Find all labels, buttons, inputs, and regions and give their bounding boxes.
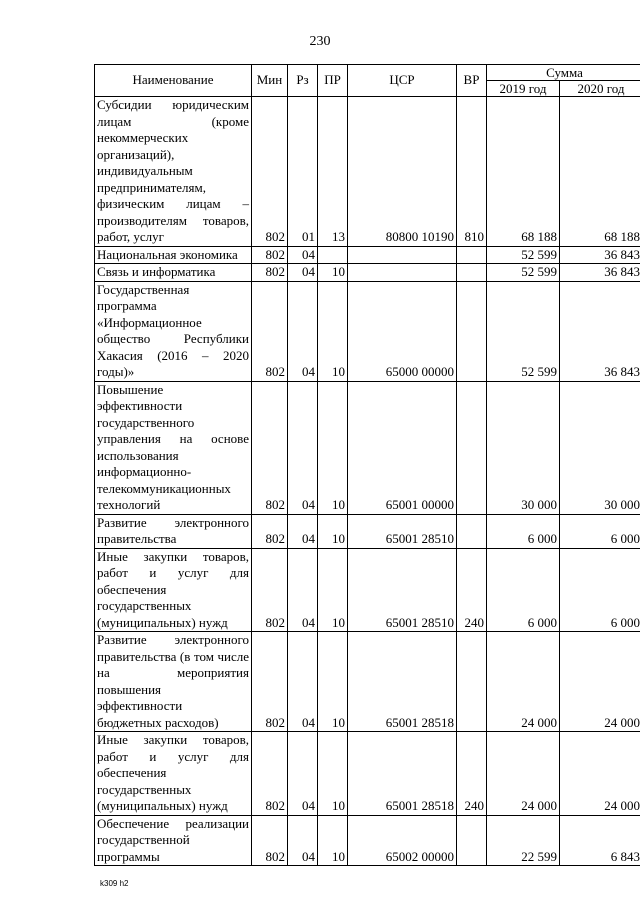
- cell-rz: 04: [288, 548, 318, 632]
- table-row: [95, 246, 640, 264]
- cell-sum-2020: 24 000: [560, 732, 640, 816]
- cell-name: Развитие электронного правительства: [95, 514, 252, 548]
- page-number: 230: [309, 34, 331, 49]
- cell-sum-2019: 6 000: [487, 548, 560, 632]
- header-summa: Сумма: [487, 65, 640, 81]
- cell-sum-2019: 52 599: [487, 264, 560, 282]
- cell-pr: [318, 246, 348, 264]
- table-row: [95, 548, 640, 632]
- cell-sum-2020: 6 843: [560, 815, 640, 866]
- cell-rz: 04: [288, 264, 318, 282]
- cell-min: 802: [252, 97, 288, 247]
- cell-sum-2020: 6 000: [560, 514, 640, 548]
- cell-pr: 10: [318, 632, 348, 732]
- table-row: [95, 381, 640, 514]
- cell-vr: [457, 514, 487, 548]
- cell-sum-2020: 6 000: [560, 548, 640, 632]
- cell-sum-2019: 68 188: [487, 97, 560, 247]
- cell-csr: 65001 28510: [348, 514, 457, 548]
- cell-csr: 65000 00000: [348, 281, 457, 381]
- cell-rz: 04: [288, 246, 318, 264]
- cell-rz: 04: [288, 632, 318, 732]
- cell-csr: 65001 00000: [348, 381, 457, 514]
- cell-csr: 65001 28518: [348, 632, 457, 732]
- table-row: [95, 264, 640, 282]
- table-row: [95, 97, 640, 247]
- cell-pr: 10: [318, 381, 348, 514]
- header-rz: Рз: [288, 65, 318, 97]
- cell-sum-2019: 52 599: [487, 246, 560, 264]
- cell-sum-2019: 30 000: [487, 381, 560, 514]
- cell-rz: 04: [288, 381, 318, 514]
- cell-pr: 10: [318, 281, 348, 381]
- cell-rz: 04: [288, 514, 318, 548]
- cell-sum-2020: 36 843: [560, 264, 640, 282]
- cell-min: 802: [252, 815, 288, 866]
- cell-name: Национальная экономика: [95, 246, 252, 264]
- header-year-2020: 2020 год: [560, 81, 640, 97]
- header-year-2019: 2019 год: [487, 81, 560, 97]
- table-row: [95, 732, 640, 816]
- cell-csr: 65001 28518: [348, 732, 457, 816]
- cell-name: Иные закупки товаров, работ и услуг для обеспечения государственных (муниципальных) нужд: [95, 548, 252, 632]
- table-row: [95, 815, 640, 866]
- cell-pr: 10: [318, 264, 348, 282]
- cell-vr: 810: [457, 97, 487, 247]
- cell-sum-2019: 52 599: [487, 281, 560, 381]
- table-row: [95, 281, 640, 381]
- cell-name: Повышение эффективности государственного управления на основе использования информационно-телекоммуникационных технологий: [95, 381, 252, 514]
- table-row: [95, 514, 640, 548]
- header-min: Мин: [252, 65, 288, 97]
- cell-min: 802: [252, 548, 288, 632]
- header-vr: ВР: [457, 65, 487, 97]
- cell-vr: [457, 264, 487, 282]
- cell-vr: [457, 632, 487, 732]
- cell-sum-2020: 24 000: [560, 632, 640, 732]
- header-pr: ПР: [318, 65, 348, 97]
- cell-pr: 13: [318, 97, 348, 247]
- cell-rz: 04: [288, 732, 318, 816]
- header-name: Наименование: [95, 65, 252, 97]
- footer-code: k309 h2: [100, 879, 129, 888]
- cell-sum-2019: 24 000: [487, 632, 560, 732]
- cell-csr: 65001 28510: [348, 548, 457, 632]
- cell-min: 802: [252, 514, 288, 548]
- cell-sum-2020: 36 843: [560, 281, 640, 381]
- cell-vr: 240: [457, 548, 487, 632]
- cell-sum-2020: 36 843: [560, 246, 640, 264]
- cell-min: 802: [252, 732, 288, 816]
- cell-rz: 01: [288, 97, 318, 247]
- cell-sum-2019: 24 000: [487, 732, 560, 816]
- cell-csr: [348, 264, 457, 282]
- cell-name: Обеспечение реализации государственной программы: [95, 815, 252, 866]
- cell-sum-2019: 22 599: [487, 815, 560, 866]
- cell-sum-2019: 6 000: [487, 514, 560, 548]
- budget-table: [94, 64, 640, 866]
- cell-min: 802: [252, 632, 288, 732]
- cell-pr: 10: [318, 548, 348, 632]
- cell-name: Субсидии юридическим лицам (кроме некоммерческих организаций), индивидуальным предпринимателям, физическим лицам – производителям товаров, работ, услуг: [95, 97, 252, 247]
- cell-vr: 240: [457, 732, 487, 816]
- cell-sum-2020: 68 188: [560, 97, 640, 247]
- cell-min: 802: [252, 281, 288, 381]
- cell-name: Государственная программа «Информационное общество Республики Хакасия (2016 – 2020 годы)»: [95, 281, 252, 381]
- cell-csr: 80800 10190: [348, 97, 457, 247]
- cell-csr: [348, 246, 457, 264]
- header-csr: ЦСР: [348, 65, 457, 97]
- cell-name: Иные закупки товаров, работ и услуг для обеспечения государственных (муниципальных) нужд: [95, 732, 252, 816]
- cell-vr: [457, 246, 487, 264]
- cell-pr: 10: [318, 732, 348, 816]
- cell-pr: 10: [318, 815, 348, 866]
- cell-vr: [457, 381, 487, 514]
- cell-pr: 10: [318, 514, 348, 548]
- cell-sum-2020: 30 000: [560, 381, 640, 514]
- table-row: [95, 632, 640, 732]
- cell-min: 802: [252, 381, 288, 514]
- cell-rz: 04: [288, 815, 318, 866]
- cell-csr: 65002 00000: [348, 815, 457, 866]
- cell-vr: [457, 281, 487, 381]
- cell-min: 802: [252, 264, 288, 282]
- cell-min: 802: [252, 246, 288, 264]
- cell-vr: [457, 815, 487, 866]
- cell-name: Развитие электронного правительства (в том числе на мероприятия повышения эффективности бюджетных расходов): [95, 632, 252, 732]
- cell-rz: 04: [288, 281, 318, 381]
- table-body: [95, 97, 640, 866]
- cell-name: Связь и информатика: [95, 264, 252, 282]
